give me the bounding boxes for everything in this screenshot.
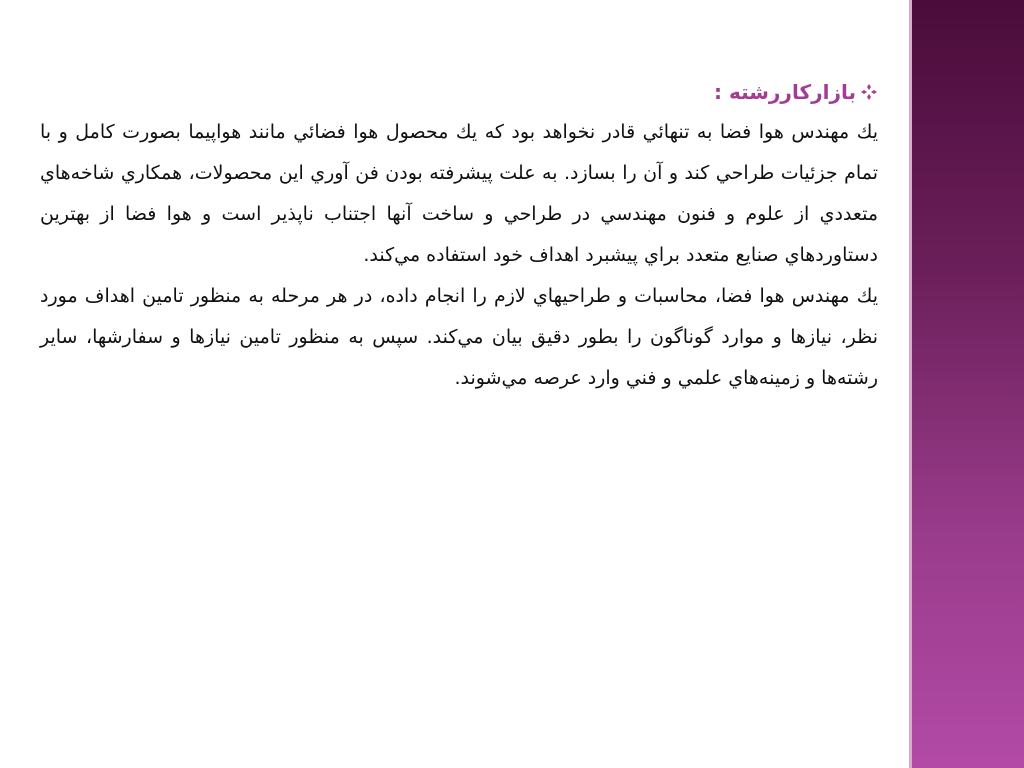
slide-heading	[40, 72, 878, 112]
slide-heading-text: بازاركاررشته :	[714, 80, 856, 104]
slide-content	[40, 72, 878, 399]
body-paragraph: يك مهندس هوا فضا، محاسبات و طراحيهاي لازم را انجام داده، در هر مرحله به منظور تامين اهداف مورد نظر، نيازها و موارد گوناگون را بطور دقيق بيان مي‌كند. سپس به منظور تامين نيازها و سفارشها، ساير رشته‌ها و زمينه‌هاي علمي و فني وارد عرصه مي‌شوند.	[40, 285, 878, 389]
four-diamonds-icon	[860, 83, 878, 101]
body-paragraph: يك مهندس هوا فضا به تنهائي قادر نخواهد بود كه يك محصول هوا فضائي مانند هواپيما بصورت كامل و با تمام جزئيات طراحي كند و آن را بسازد. به علت پيشرفته بودن فن آوري اين محصولات، همكاري شاخه‌هاي متعددي از علوم و فنون مهندسي در طراحي و ساخت آنها اجتناب ناپذير است و هوا فضا از بهترين دستاوردهاي صنايع متعدد براي پيشبرد اهداف خود استفاده مي‌كند.	[40, 121, 878, 266]
decorative-sidebar	[912, 0, 1024, 768]
